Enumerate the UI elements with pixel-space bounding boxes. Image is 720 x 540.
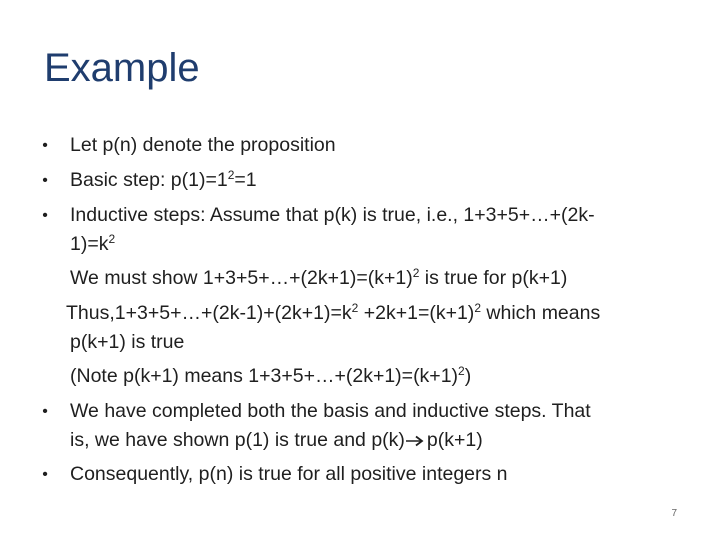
bullet-3-line-3: [70, 264, 567, 293]
bullet-3-line-4: [66, 299, 600, 328]
bullet-3-line-2: [70, 230, 115, 259]
bullet-3-line-3-pre: We must show 1+3+5+…+(2k+1)=(k+1): [70, 267, 413, 289]
bullet-5-text: Consequently, p(n) is true for all positive integers n: [70, 463, 508, 485]
bullet-3-line-6: [70, 362, 471, 391]
bullet-3-line-4-c: which means: [481, 302, 601, 324]
bullet-marker: •: [42, 466, 48, 483]
bullet-3-line-2-pre: 1)=k: [70, 233, 109, 255]
bullet-2-text: [70, 166, 257, 195]
page-number: 7: [671, 508, 677, 519]
bullet-3-line-6-superscript: 2: [458, 364, 465, 378]
bullet-3-line-1: Inductive steps: Assume that p(k) is true, i.e., 1+3+5+…+(2k-: [70, 204, 595, 226]
bullet-3-line-3-superscript: 2: [412, 266, 420, 280]
bullet-1-text: Let p(n) denote the proposition: [70, 134, 336, 156]
bullet-2-pre: Basic step: p(1)=1: [70, 169, 228, 191]
bullet-3-line-2-superscript: 2: [108, 232, 116, 246]
slide-title: Example: [44, 46, 200, 90]
bullet-marker: •: [42, 207, 48, 224]
bullet-3-line-6-post: ): [464, 365, 472, 387]
bullet-3-line-4-superscript-1: 2: [351, 301, 359, 315]
bullet-3-line-3-post: is true for p(k+1): [419, 267, 568, 289]
bullet-3-line-4-b: +2k+1=(k+1): [358, 302, 475, 324]
bullet-2-superscript: 2: [227, 168, 235, 182]
bullet-3-line-6-pre: (Note p(k+1) means 1+3+5+…+(2k+1)=(k+1): [70, 365, 459, 387]
bullet-4-line-2: [70, 426, 483, 455]
right-arrow-icon: [405, 435, 426, 447]
bullet-3-line-5: p(k+1) is true: [70, 331, 185, 353]
bullet-marker: •: [42, 172, 48, 189]
bullet-marker: •: [42, 403, 48, 420]
bullet-4-line-2-pre: is, we have shown p(1) is true and p(k): [70, 429, 405, 451]
bullet-4-line-1: We have completed both the basis and inductive steps. That: [70, 400, 591, 422]
bullet-marker: •: [42, 137, 48, 154]
bullet-2-post: =1: [234, 169, 257, 191]
bullet-4-line-2-post: p(k+1): [426, 429, 483, 451]
bullet-3-line-4-a: Thus,1+3+5+…+(2k-1)+(2k+1)=k: [66, 302, 352, 324]
bullet-3-line-4-superscript-2: 2: [474, 301, 481, 315]
